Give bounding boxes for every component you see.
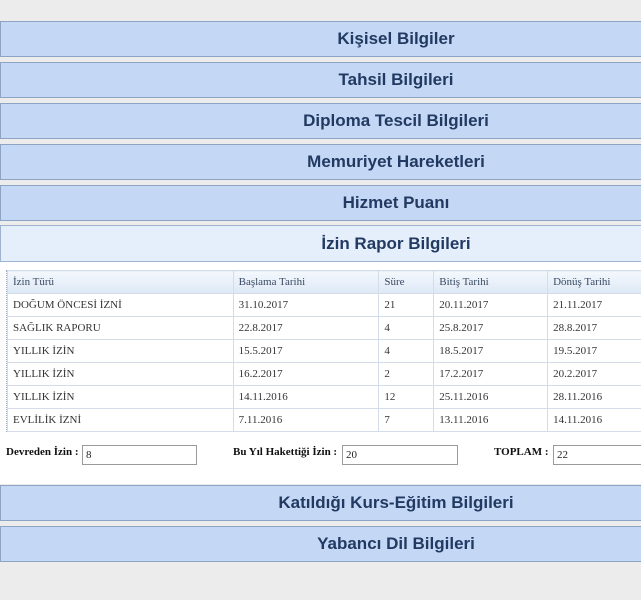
table-row[interactable] xyxy=(8,386,641,409)
section-title: Diploma Tescil Bilgileri xyxy=(303,111,489,130)
section-title: Yabancı Dil Bilgileri xyxy=(317,534,475,553)
section-education-info[interactable] xyxy=(0,62,641,98)
column-header[interactable]: Başlama Tarihi xyxy=(233,271,379,294)
section-title: Hizmet Puanı xyxy=(342,193,450,212)
section-title: Memuriyet Hareketleri xyxy=(307,152,485,171)
leave-report-panel xyxy=(0,262,641,484)
section-personal-info[interactable] xyxy=(0,21,641,57)
leave-table-container xyxy=(6,270,641,432)
section-leave-report-info[interactable] xyxy=(0,225,641,262)
end-date: 25.11.2016 xyxy=(434,386,548,409)
end-date: 25.8.2017 xyxy=(434,317,548,340)
return-date: 28.11.2016 xyxy=(548,386,641,409)
end-date: 18.5.2017 xyxy=(434,340,548,363)
return-date: 21.11.2017 xyxy=(548,294,641,317)
leave-type: EVLİLİK İZNİ xyxy=(8,409,234,432)
section-courses-training[interactable] xyxy=(0,485,641,521)
end-date: 20.11.2017 xyxy=(434,294,548,317)
duration: 7 xyxy=(379,409,434,432)
start-date: 31.10.2017 xyxy=(233,294,379,317)
table-row[interactable] xyxy=(8,409,641,432)
leave-table xyxy=(7,270,641,432)
carried-leave-label: Devreden İzin : xyxy=(6,446,79,458)
section-service-history[interactable] xyxy=(0,144,641,180)
return-date: 19.5.2017 xyxy=(548,340,641,363)
table-row[interactable] xyxy=(8,340,641,363)
duration: 4 xyxy=(379,340,434,363)
leave-type: SAĞLIK RAPORU xyxy=(8,317,234,340)
start-date: 14.11.2016 xyxy=(233,386,379,409)
section-title: Tahsil Bilgileri xyxy=(338,70,454,89)
earned-leave-label: Bu Yıl Hakettiği İzin : xyxy=(233,446,338,458)
section-title: İzin Rapor Bilgileri xyxy=(321,233,471,253)
start-date: 7.11.2016 xyxy=(233,409,379,432)
start-date: 22.8.2017 xyxy=(233,317,379,340)
table-row[interactable] xyxy=(8,317,641,340)
leave-type: YILLIK İZİN xyxy=(8,340,234,363)
end-date: 17.2.2017 xyxy=(434,363,548,386)
carried-leave-field[interactable]: 8 xyxy=(82,445,197,465)
leave-type: YILLIK İZİN xyxy=(8,363,234,386)
end-date: 13.11.2016 xyxy=(434,409,548,432)
return-date: 28.8.2017 xyxy=(548,317,641,340)
table-header-row xyxy=(8,271,641,294)
section-service-score[interactable] xyxy=(0,185,641,221)
duration: 21 xyxy=(379,294,434,317)
section-foreign-languages[interactable] xyxy=(0,526,641,562)
start-date: 15.5.2017 xyxy=(233,340,379,363)
table-row[interactable] xyxy=(8,294,641,317)
leave-type: YILLIK İZİN xyxy=(8,386,234,409)
earned-leave-field[interactable]: 20 xyxy=(342,445,458,465)
return-date: 14.11.2016 xyxy=(548,409,641,432)
column-header[interactable]: İzin Türü xyxy=(8,271,234,294)
section-diploma-registration[interactable] xyxy=(0,103,641,139)
section-title: Katıldığı Kurs-Eğitim Bilgileri xyxy=(278,493,514,512)
duration: 2 xyxy=(379,363,434,386)
column-header[interactable]: Dönüş Tarihi xyxy=(548,271,641,294)
duration: 4 xyxy=(379,317,434,340)
duration: 12 xyxy=(379,386,434,409)
column-header[interactable]: Süre xyxy=(379,271,434,294)
total-leave-label: TOPLAM : xyxy=(494,446,549,458)
return-date: 20.2.2017 xyxy=(548,363,641,386)
section-title: Kişisel Bilgiler xyxy=(337,29,455,48)
total-leave-field[interactable]: 22 xyxy=(553,445,641,465)
column-header[interactable]: Bitiş Tarihi xyxy=(434,271,548,294)
start-date: 16.2.2017 xyxy=(233,363,379,386)
table-row[interactable] xyxy=(8,363,641,386)
leave-type: DOĞUM ÖNCESİ İZNİ xyxy=(8,294,234,317)
